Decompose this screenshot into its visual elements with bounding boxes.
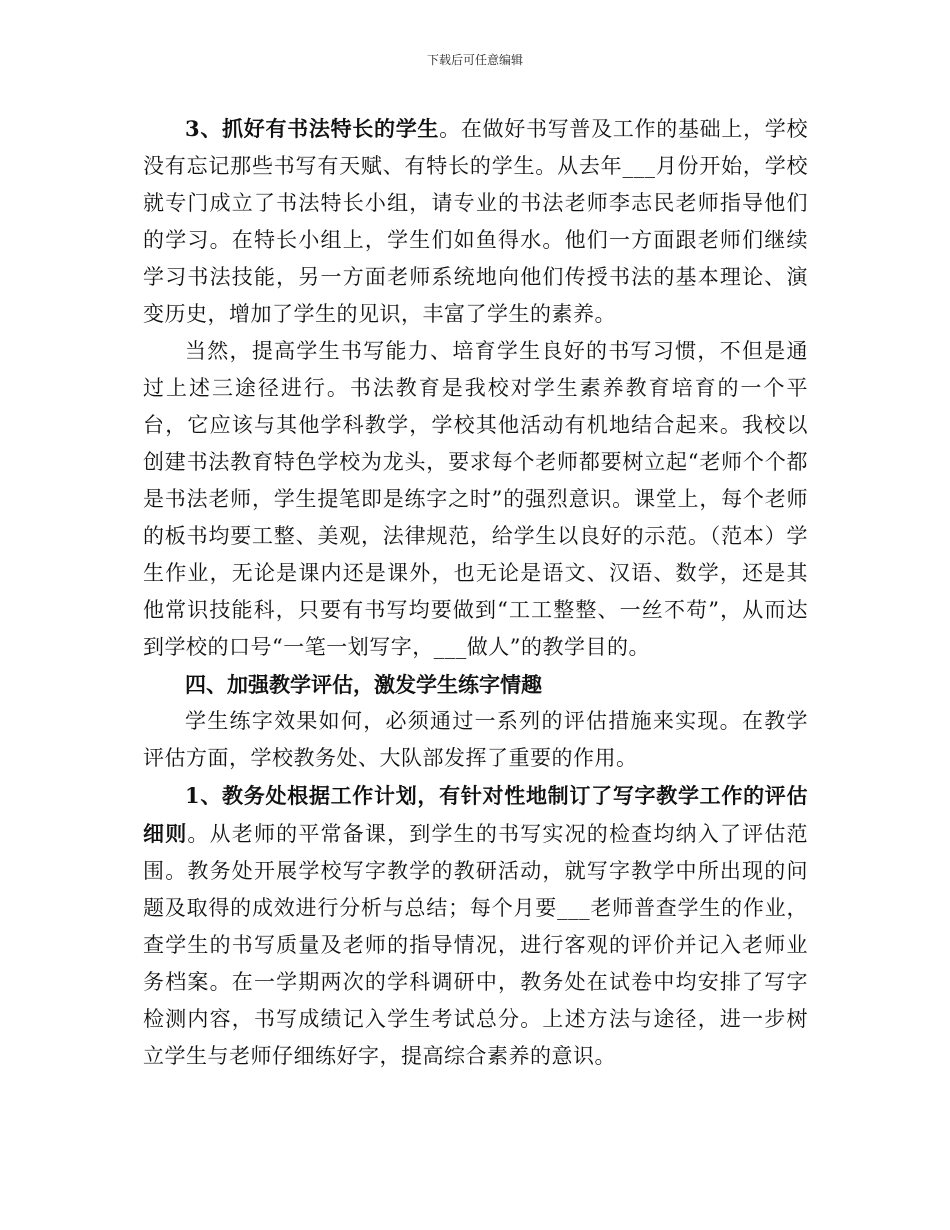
paragraph-text: 学生练字效果如何，必须通过一系列的评估措施来实现。在教学评估方面，学校教务处、大队部发挥了重要的作用。: [143, 709, 808, 770]
paragraph-lead-bold: 3、抓好有书法特长的学生: [185, 116, 440, 141]
paragraph-text: 。从老师的平常备课，到学生的书写实况的检查均纳入了评估范围。教务处开展学校写字教学的教研活动，就写字教学中所出现的问题及取得的成效进行分析与总结；每个月要___老师普查学生的作业，查学生的书写质量及老师的指导情况，进行客观的评价并记入老师业务档案。在一学期两次的学科调研中，教务处在试卷中均安排了写字检测内容，书写成绩记入学生考试总分。上述方法与途径，进一步树立学生与老师仔细练好字，提高综合素养的意识。: [143, 822, 809, 1068]
page-header: 下载后可任意编辑: [426, 53, 523, 67]
section-heading-evaluation: 四、加强教学评估，激发学生练字情趣: [185, 672, 542, 697]
paragraph-evaluation-intro: [143, 703, 808, 777]
paragraph-calligraphy-talent: [143, 110, 808, 333]
document-body: [143, 110, 808, 1075]
paragraph-text: 当然，提高学生书写能力、培育学生良好的书写习惯，不但是通过上述三途径进行。书法教育是我校对学生素养教育培育的一个平台，它应该与其他学科教学，学校其他活动有机地结合起来。我校以创建书法教育特色学校为龙头，要求每个老师都要树立起“老师个个都是书法老师，学生提笔即是练字之时”的强烈意识。课堂上，每个老师的板书均要工整、美观，法律规范，给学生以良好的示范。（范本）学生作业，无论是课内还是课外，也无论是语文、汉语、数学，还是其他常识技能科，只要有书写均要做到“工工整整、一丝不苟”，从而达到学校的口号“一笔一划写字，___做人”的教学目的。: [143, 339, 808, 659]
paragraph-integration: [143, 333, 808, 666]
paragraph-academic-office: [143, 777, 808, 1075]
paragraph-text: 。在做好书写普及工作的基础上，学校没有忘记那些书写有天赋、有特长的学生。从去年___月份开始，学校就专门成立了书法特长小组，请专业的书法老师李志民老师指导他们的学习。在特长小组上，学生们如鱼得水。他们一方面跟老师们继续学习书法技能，另一方面老师系统地向他们传授书法的基本理论、演变历史，增加了学生的见识，丰富了学生的素养。: [143, 117, 808, 326]
paragraph-lead-bold: 1、教务处根据工作计划，有针对性地制订了写字教学工作的评估细则: [143, 783, 808, 846]
